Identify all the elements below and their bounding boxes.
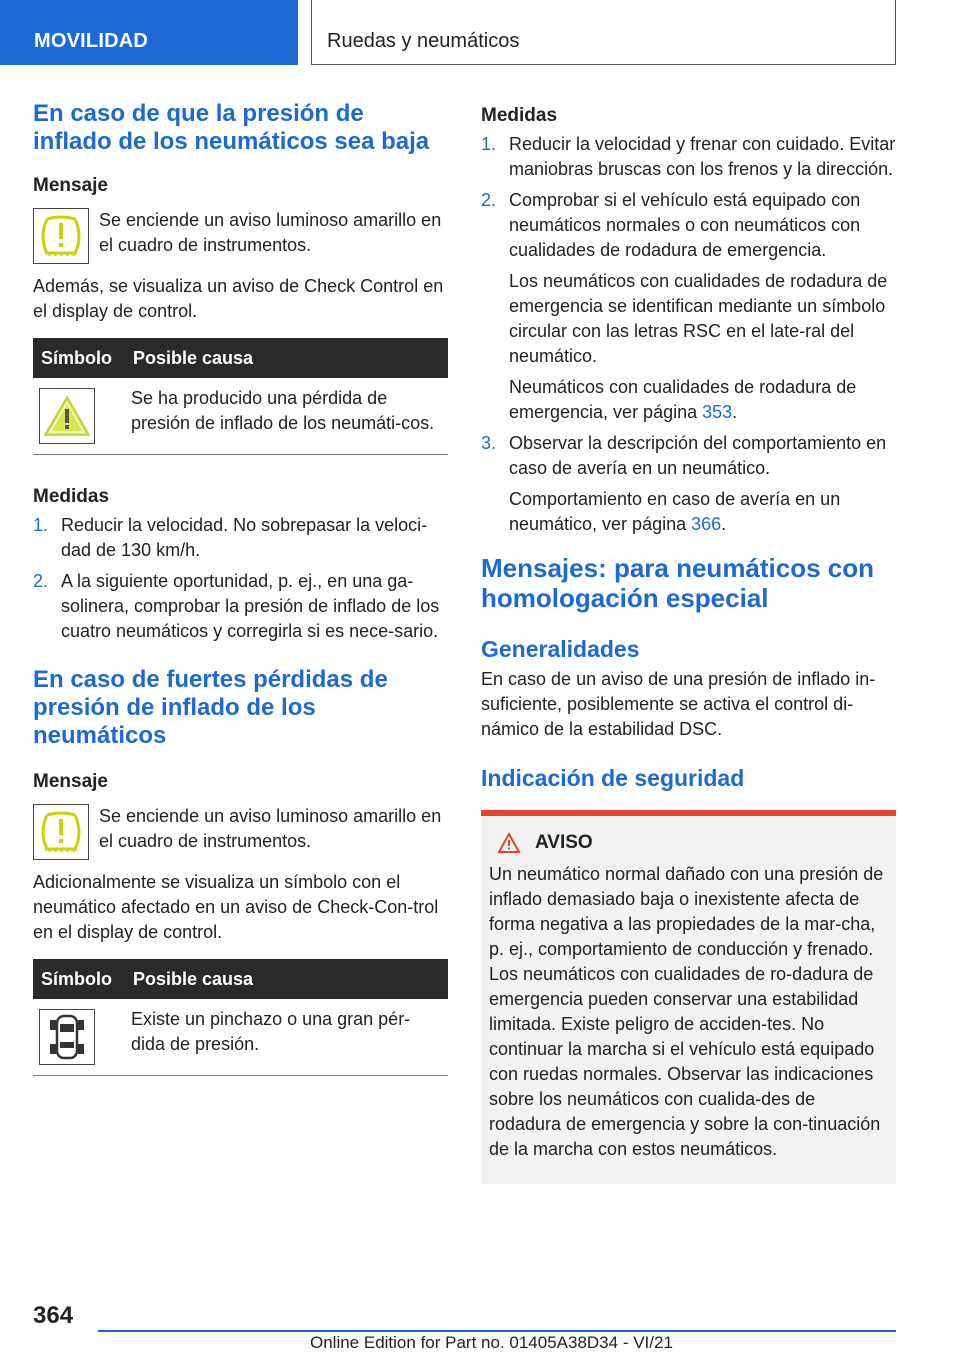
header-section-tab xyxy=(0,0,298,65)
list-item xyxy=(33,513,448,563)
car-flat-tire-icon xyxy=(39,1009,95,1065)
step-text: Reducir la velocidad y frenar con cuidado. Evitar maniobras bruscas con los frenos y la dirección. xyxy=(509,134,896,179)
measures-list xyxy=(481,132,896,537)
footer-divider xyxy=(98,1330,896,1332)
message-row xyxy=(33,804,448,860)
list-item xyxy=(33,569,448,644)
page-link-353[interactable]: 353 xyxy=(702,402,733,422)
message-text: Se enciende un aviso luminoso amarillo en el cuadro de instrumentos. xyxy=(99,806,442,851)
tire-pressure-warning-icon xyxy=(33,208,89,264)
tire-pressure-warning-icon xyxy=(33,804,89,860)
warning-triangle-icon xyxy=(39,388,95,444)
measures-heading: Medidas xyxy=(33,486,110,507)
step-reference: Neumáticos con cualidades de rodadura de emergencia, ver página 353. xyxy=(509,377,857,422)
section-title-strong-loss: En caso de fuertes pérdidas de presión de inflado de los neumáticos xyxy=(33,666,388,749)
step-reference: Comportamiento en caso de avería en un neumático, ver página 366. xyxy=(509,489,841,534)
header-section-label: MOVILIDAD xyxy=(34,30,149,52)
page-link-366[interactable]: 366 xyxy=(691,514,722,534)
table-header-symbol: Símbolo xyxy=(33,338,125,378)
header-chapter-tab xyxy=(311,0,896,65)
section-title-low-pressure: En caso de que la presión de inflado de los neumáticos sea baja xyxy=(33,100,430,155)
symbol-table-1 xyxy=(33,338,448,455)
table-header-cause: Posible causa xyxy=(125,959,448,999)
symbol-table-2 xyxy=(33,959,448,1076)
section-title-special-approval: Mensajes: para neumáticos con homologación especial xyxy=(481,553,875,613)
step-note: Los neumáticos con cualidades de rodadura de emergencia se identifican mediante un símbolo circular con las letras RSC en el late-ral del neumático. xyxy=(509,271,888,366)
warning-label: AVISO xyxy=(535,832,593,853)
step-text: Reducir la velocidad. No sobrepasar la veloci-dad de 130 km/h. xyxy=(61,515,428,560)
warning-text: Un neumático normal dañado con una presión de inflado demasiado baja o inexistente afecta de forma negativa a las propiedades de la mar-cha, p. ej., comportamiento de conducción y frenado. Los neumáticos con cualidades de ro-dadura de emergencia pueden conservar una estabilidad limitada. Existe peligro de acciden-tes. No continuar la marcha si el vehículo está equipado con ruedas normales. Observar las indicaciones sobre los neumáticos con cualida-des de rodadura de emergencia y sobre la con-tinuación de la marcha con estos neumáticos. xyxy=(489,864,884,1159)
step-number: 1. xyxy=(481,134,497,154)
table-header-symbol: Símbolo xyxy=(33,959,125,999)
list-item xyxy=(481,132,896,182)
table-cause-text: Se ha producido una pérdida de presión de inflado de los neumáti-cos. xyxy=(125,378,448,455)
step-text: Comprobar si el vehículo está equipado con neumáticos normales o con neumáticos con cualidades de rodadura de emergencia. xyxy=(509,190,861,260)
check-control-text: Además, se visualiza un aviso de Check Control en el display de control. xyxy=(33,276,444,321)
message-text: Se enciende un aviso luminoso amarillo en el cuadro de instrumentos. xyxy=(99,210,442,255)
subsection-title-safety: Indicación de seguridad xyxy=(481,765,745,791)
warning-triangle-icon xyxy=(497,832,521,854)
table-cause-text: Existe un pinchazo o una gran pér-dida de presión. xyxy=(125,999,448,1076)
left-column xyxy=(33,100,448,1076)
table-header-cause: Posible causa xyxy=(125,338,448,378)
step-number: 3. xyxy=(481,433,497,453)
footer-edition: Online Edition for Part no. 01405A38D34 - VI/21 xyxy=(310,1333,673,1352)
subsection-title-general: Generalidades xyxy=(481,636,640,662)
list-item xyxy=(481,431,896,537)
header-chapter-label: Ruedas y neumáticos xyxy=(327,30,520,52)
measures-heading: Medidas xyxy=(481,105,558,126)
right-column xyxy=(481,100,896,1184)
general-text: En caso de un aviso de una presión de inflado in-suficiente, posiblemente se activa el control di-námico de la estabilidad DSC. xyxy=(481,669,876,739)
message-row xyxy=(33,208,448,264)
message-heading: Mensaje xyxy=(33,771,108,792)
step-number: 2. xyxy=(33,571,49,591)
list-item xyxy=(481,188,896,425)
table-row xyxy=(33,999,448,1076)
warning-box xyxy=(481,810,896,1184)
step-number: 2. xyxy=(481,190,497,210)
page-number: 364 xyxy=(33,1302,74,1329)
step-text: A la siguiente oportunidad, p. ej., en una ga-solinera, comprobar la presión de inflado de los cuatro neumáticos y corregirla si es nece-sario. xyxy=(61,571,440,641)
message-heading: Mensaje xyxy=(33,175,108,196)
table-row xyxy=(33,378,448,455)
check-control-text: Adicionalmente se visualiza un símbolo con el neumático afectado en un aviso de Check-Con-trol en el display de control. xyxy=(33,872,439,942)
step-text: Observar la descripción del comportamiento en caso de avería en un neumático. xyxy=(509,433,887,478)
warning-heading xyxy=(497,832,888,854)
measures-list xyxy=(33,513,448,644)
step-number: 1. xyxy=(33,515,49,535)
